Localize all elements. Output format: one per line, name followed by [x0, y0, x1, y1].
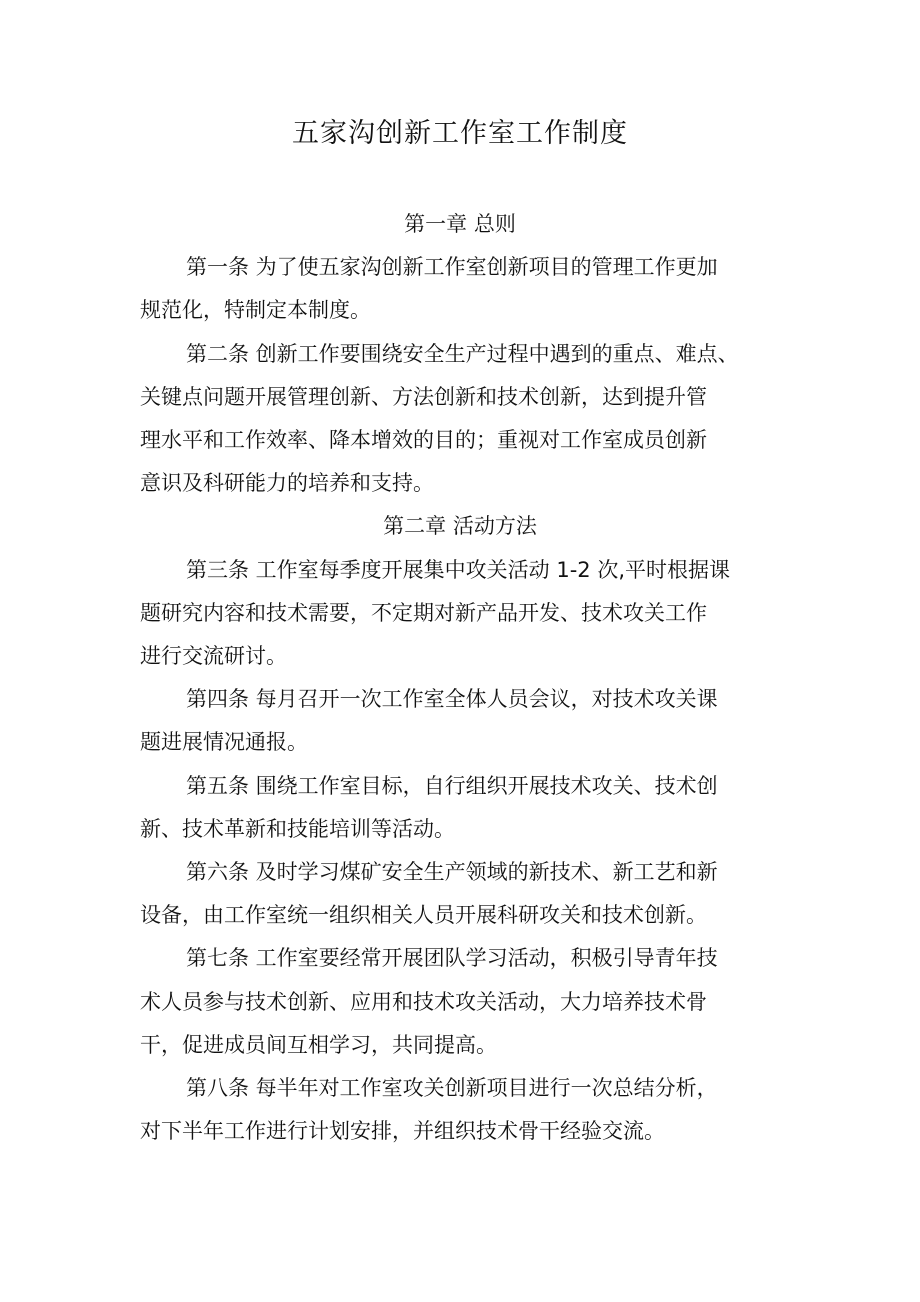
- article-7-line-1: 第七条 工作室要经常开展团队学习活动，积极引导青年技: [186, 946, 718, 970]
- article-6-line-2: 设备，由工作室统一组织相关人员开展科研攻关和技术创新。: [140, 903, 707, 927]
- article-1-line-1: 第一条 为了使五家沟创新工作室创新项目的管理工作更加: [186, 255, 718, 279]
- article-3-line-1: 第三条 工作室每季度开展集中攻关活动 1-2 次,平时根据课: [186, 558, 730, 582]
- article-1-line-2: 规范化，特制定本制度。: [140, 298, 371, 322]
- article-4-line-1: 第四条 每月召开一次工作室全体人员会议，对技术攻关课: [186, 687, 718, 711]
- article-7-line-3: 干，促进成员间互相学习，共同提高。: [140, 1033, 497, 1057]
- article-2-line-3: 理水平和工作效率、降本增效的目的；重视对工作室成员创新: [140, 428, 707, 452]
- article-3-line-2: 题研究内容和技术需要，不定期对新产品开发、技术攻关工作: [140, 601, 707, 625]
- article-2-line-1: 第二条 创新工作要围绕安全生产过程中遇到的重点、难点、: [186, 342, 739, 366]
- document-title: 五家沟创新工作室工作制度: [292, 118, 628, 149]
- chapter-heading-2: 第二章 活动方法: [383, 514, 537, 538]
- article-7-line-2: 术人员参与技术创新、应用和技术攻关活动，大力培养技术骨: [140, 990, 707, 1014]
- article-5-line-2: 新、技术革新和技能培训等活动。: [140, 817, 455, 841]
- article-8-line-2: 对下半年工作进行计划安排，并组织技术骨干经验交流。: [140, 1119, 665, 1143]
- article-5-line-1: 第五条 围绕工作室目标，自行组织开展技术攻关、技术创: [186, 774, 718, 798]
- chapter-heading-1: 第一章 总则: [404, 212, 516, 236]
- article-3-line-3: 进行交流研讨。: [140, 644, 287, 668]
- article-2-line-4: 意识及科研能力的培养和支持。: [140, 471, 434, 495]
- article-4-line-2: 题进展情况通报。: [140, 730, 308, 754]
- article-6-line-1: 第六条 及时学习煤矿安全生产领域的新技术、新工艺和新: [186, 860, 718, 884]
- article-2-line-2: 关键点问题开展管理创新、方法创新和技术创新，达到提升管: [140, 385, 707, 409]
- article-8-line-1: 第八条 每半年对工作室攻关创新项目进行一次总结分析，: [186, 1076, 718, 1100]
